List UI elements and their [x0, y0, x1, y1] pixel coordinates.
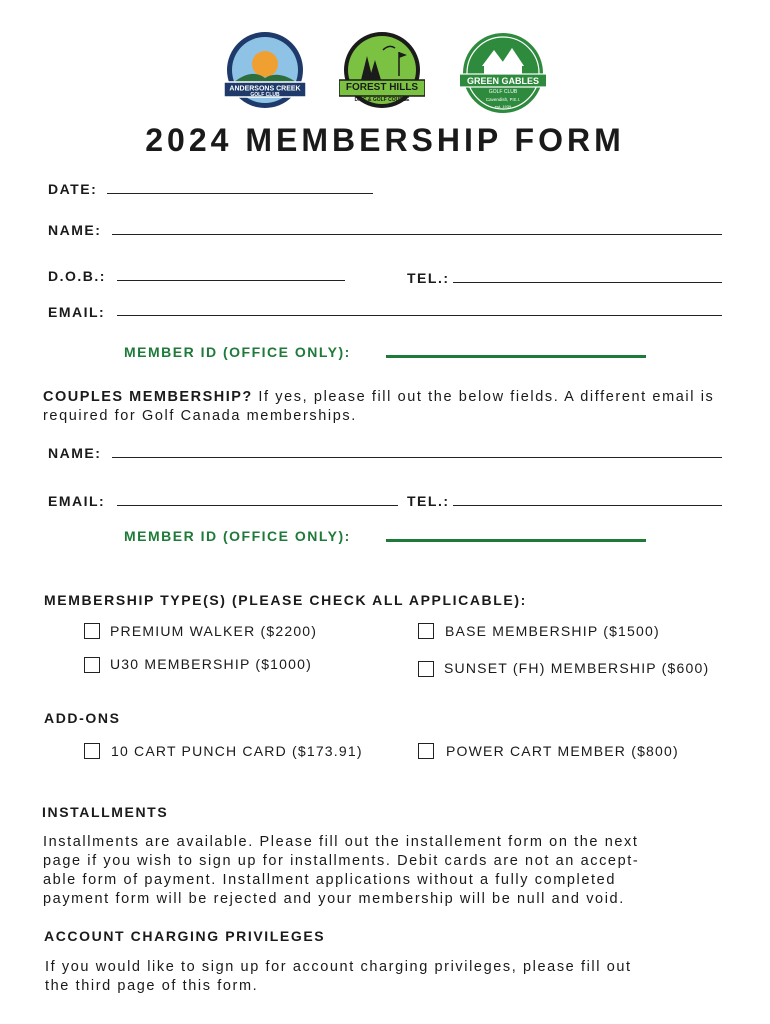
forest-logo-line2: DISC & GOLF COURSE — [354, 97, 410, 103]
cart-punch-card-checkbox[interactable] — [84, 743, 100, 759]
couples-member-id-label: MEMBER ID (OFFICE ONLY): — [124, 528, 351, 544]
couples-member-id-field[interactable] — [386, 539, 646, 542]
gables-logo-line2: GOLF CLUB — [488, 89, 518, 95]
couples-email-label: EMAIL: — [48, 493, 106, 509]
u30-membership-checkbox[interactable] — [84, 657, 100, 673]
account-charging-text — [45, 958, 745, 996]
account-line-2: the third page of this form. — [45, 978, 259, 994]
installments-heading: INSTALLMENTS — [42, 804, 169, 820]
addons-heading: ADD-ONS — [44, 710, 121, 726]
couples-email-field[interactable] — [117, 505, 398, 506]
power-cart-member-checkbox[interactable] — [418, 743, 434, 759]
email-field[interactable] — [117, 315, 722, 316]
installments-line-1: Installments are available. Please fill out the installement form on the next — [43, 834, 639, 850]
dob-label: D.O.B.: — [48, 268, 106, 284]
installments-line-4: payment form will be rejected and your membership will be null and void. — [43, 891, 625, 907]
andersons-logo-line2: GOLF CLUB — [250, 92, 280, 98]
andersons-creek-logo — [222, 30, 308, 116]
green-gables-logo — [460, 30, 546, 116]
tel-field[interactable] — [453, 282, 722, 283]
sunset-membership-label: SUNSET (FH) MEMBERSHIP ($600) — [444, 660, 710, 676]
u30-membership-label: U30 MEMBERSHIP ($1000) — [110, 656, 312, 672]
couples-tel-field[interactable] — [453, 505, 722, 506]
installments-text — [43, 833, 743, 909]
couples-tel-label: TEL.: — [407, 493, 450, 509]
date-field[interactable] — [107, 193, 373, 194]
couples-paragraph — [43, 388, 743, 426]
couples-name-label: NAME: — [48, 445, 102, 461]
power-cart-member-label: POWER CART MEMBER ($800) — [446, 743, 679, 759]
dob-field[interactable] — [117, 280, 345, 281]
membership-types-heading: MEMBERSHIP TYPE(S) (PLEASE CHECK ALL APPLICABLE): — [44, 592, 527, 608]
account-charging-heading: ACCOUNT CHARGING PRIVILEGES — [44, 928, 326, 944]
member-id-label: MEMBER ID (OFFICE ONLY): — [124, 344, 351, 360]
installments-line-3: able form of payment. Installment applications without a fully completed — [43, 872, 616, 888]
gables-logo-line4: est. 1939 — [494, 104, 512, 109]
name-label: NAME: — [48, 222, 102, 238]
base-membership-label: BASE MEMBERSHIP ($1500) — [445, 623, 660, 639]
tel-label: TEL.: — [407, 270, 450, 286]
sunset-membership-checkbox[interactable] — [418, 661, 434, 677]
cart-punch-card-label: 10 CART PUNCH CARD ($173.91) — [111, 743, 363, 759]
forest-logo-line1: FOREST HILLS — [345, 82, 419, 93]
forest-hills-logo — [339, 30, 425, 116]
account-line-1: If you would like to sign up for account charging privileges, please fill out — [45, 959, 632, 975]
couples-text: If yes, please fill out the below fields. A different email is required for Golf Canada memberships. — [43, 389, 715, 424]
gables-logo-line1: GREEN GABLES — [466, 76, 540, 86]
premium-walker-label: PREMIUM WALKER ($2200) — [110, 623, 318, 639]
couples-name-field[interactable] — [112, 457, 722, 458]
installments-line-2: page if you wish to sign up for installments. Debit cards are not an accept- — [43, 853, 640, 869]
page-title: 2024 MEMBERSHIP FORM — [145, 122, 625, 158]
andersons-logo-line1: ANDERSONS CREEK — [229, 85, 301, 93]
member-id-field[interactable] — [386, 355, 646, 358]
date-label: DATE: — [48, 181, 98, 197]
gables-logo-line3: Cavendish, P.E.I. — [485, 97, 521, 102]
email-label: EMAIL: — [48, 304, 106, 320]
couples-heading: COUPLES MEMBERSHIP? — [43, 389, 253, 405]
name-field[interactable] — [112, 234, 722, 235]
premium-walker-checkbox[interactable] — [84, 623, 100, 639]
base-membership-checkbox[interactable] — [418, 623, 434, 639]
